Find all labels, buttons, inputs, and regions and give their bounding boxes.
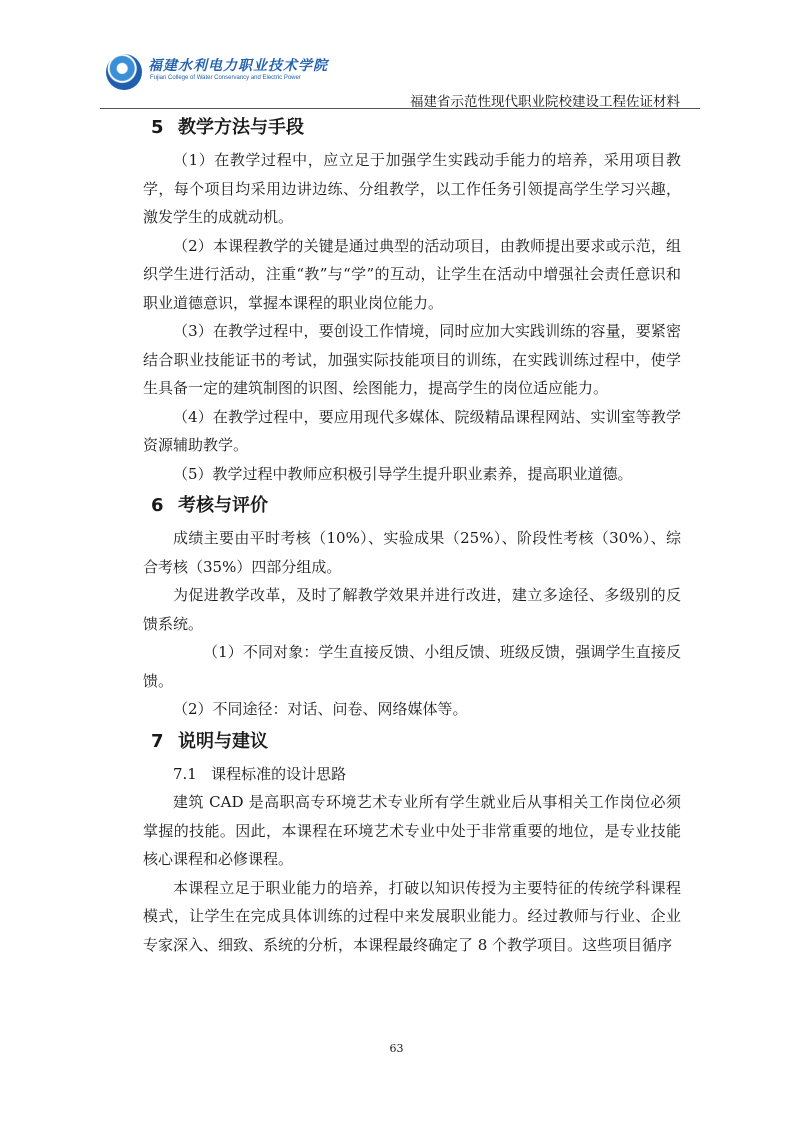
paragraph: （2）本课程教学的关键是通过典型的活动项目，由教师提出要求或示范，组织学生进行活动，注重“教”与“学”的互动，让学生在活动中增强社会责任意识和职业道德意识，掌握本课程的职业岗位能力。 <box>143 236 681 312</box>
page-number: 63 <box>389 1042 404 1055</box>
document-title: 福建省示范性现代职业院校建设工程佐证材料 <box>410 94 680 110</box>
paragraph: （1）在教学过程中，应立足于加强学生实践动手能力的培养，采用项目教学，每个项目均采用边讲边练、分组教学，以工作任务引领提高学生学习兴趣，激发学生的成就动机。 <box>143 151 681 226</box>
college-emblem-icon <box>106 54 142 90</box>
paragraph: （5）教学过程中教师应积极引导学生提升职业素养，提高职业道德。 <box>173 464 633 483</box>
paragraph: （2）不同途径：对话、问卷、网络媒体等。 <box>173 700 468 718</box>
page-body <box>143 110 681 959</box>
section-5-heading <box>143 110 681 146</box>
section-6-heading <box>143 488 681 524</box>
college-logo <box>100 50 328 92</box>
section-number: 6 <box>151 495 164 516</box>
paragraph: （4）在教学过程中，要应用现代多媒体、院级精品课程网站、实训室等教学资源辅助教学。 <box>143 407 681 454</box>
subsection-heading <box>143 760 681 789</box>
subsection-title: 课程标准的设计思路 <box>211 764 347 783</box>
section-7-heading <box>143 724 681 760</box>
logo-text: 福建水利电力职业技术学院 <box>148 58 328 74</box>
paragraph <box>143 638 681 695</box>
paragraph-rest: 反馈。 <box>143 643 681 690</box>
paragraph: 为促进教学改革，及时了解教学效果并进行改进，建立多途径、多级别的反馈系统。 <box>143 586 681 633</box>
header-divider <box>100 108 700 109</box>
page-header <box>100 50 700 108</box>
section-title: 说明与建议 <box>178 730 268 752</box>
subsection-number: 7.1 <box>173 764 197 783</box>
paragraph-lead: （1）不同对象：学生直接反馈、小组反馈、班级反馈，强调学生直接 <box>203 643 666 661</box>
paragraph: （3）在教学过程中，要创设工作情境，同时应加大实践训练的容量，要紧密结合职业技能证书的考试，加强实际技能项目的训练，在实践训练过程中，使学生具备一定的建筑制图的识图、绘图能力，提高学生的岗位适应能力。 <box>143 322 681 397</box>
logo-subtitle: Fujian College of Water Conservancy and Electric Power <box>150 75 301 81</box>
section-number: 5 <box>151 117 164 138</box>
section-title: 教学方法与手段 <box>178 117 304 138</box>
paragraph: 建筑 CAD 是高职高专环境艺术专业所有学生就业后从事相关工作岗位必须掌握的技能。因此，本课程在环境艺术专业中处于非常重要的地位，是专业技能核心课程和必修课程。 <box>143 793 681 868</box>
paragraph: 本课程立足于职业能力的培养，打破以知识传授为主要特征的传统学科课程模式，让学生在完成具体训练的过程中来发展职业能力。经过教师与行业、企业专家深入、细致、系统的分析，本课程最终确定了 8 个教学项目。这些项目循序 <box>143 878 681 954</box>
section-number: 7 <box>151 730 164 752</box>
section-title: 考核与评价 <box>178 495 268 516</box>
paragraph: 成绩主要由平时考核（10%）、实验成果（25%）、阶段性考核（30%）、综合考核（35%）四部分组成。 <box>143 529 681 576</box>
